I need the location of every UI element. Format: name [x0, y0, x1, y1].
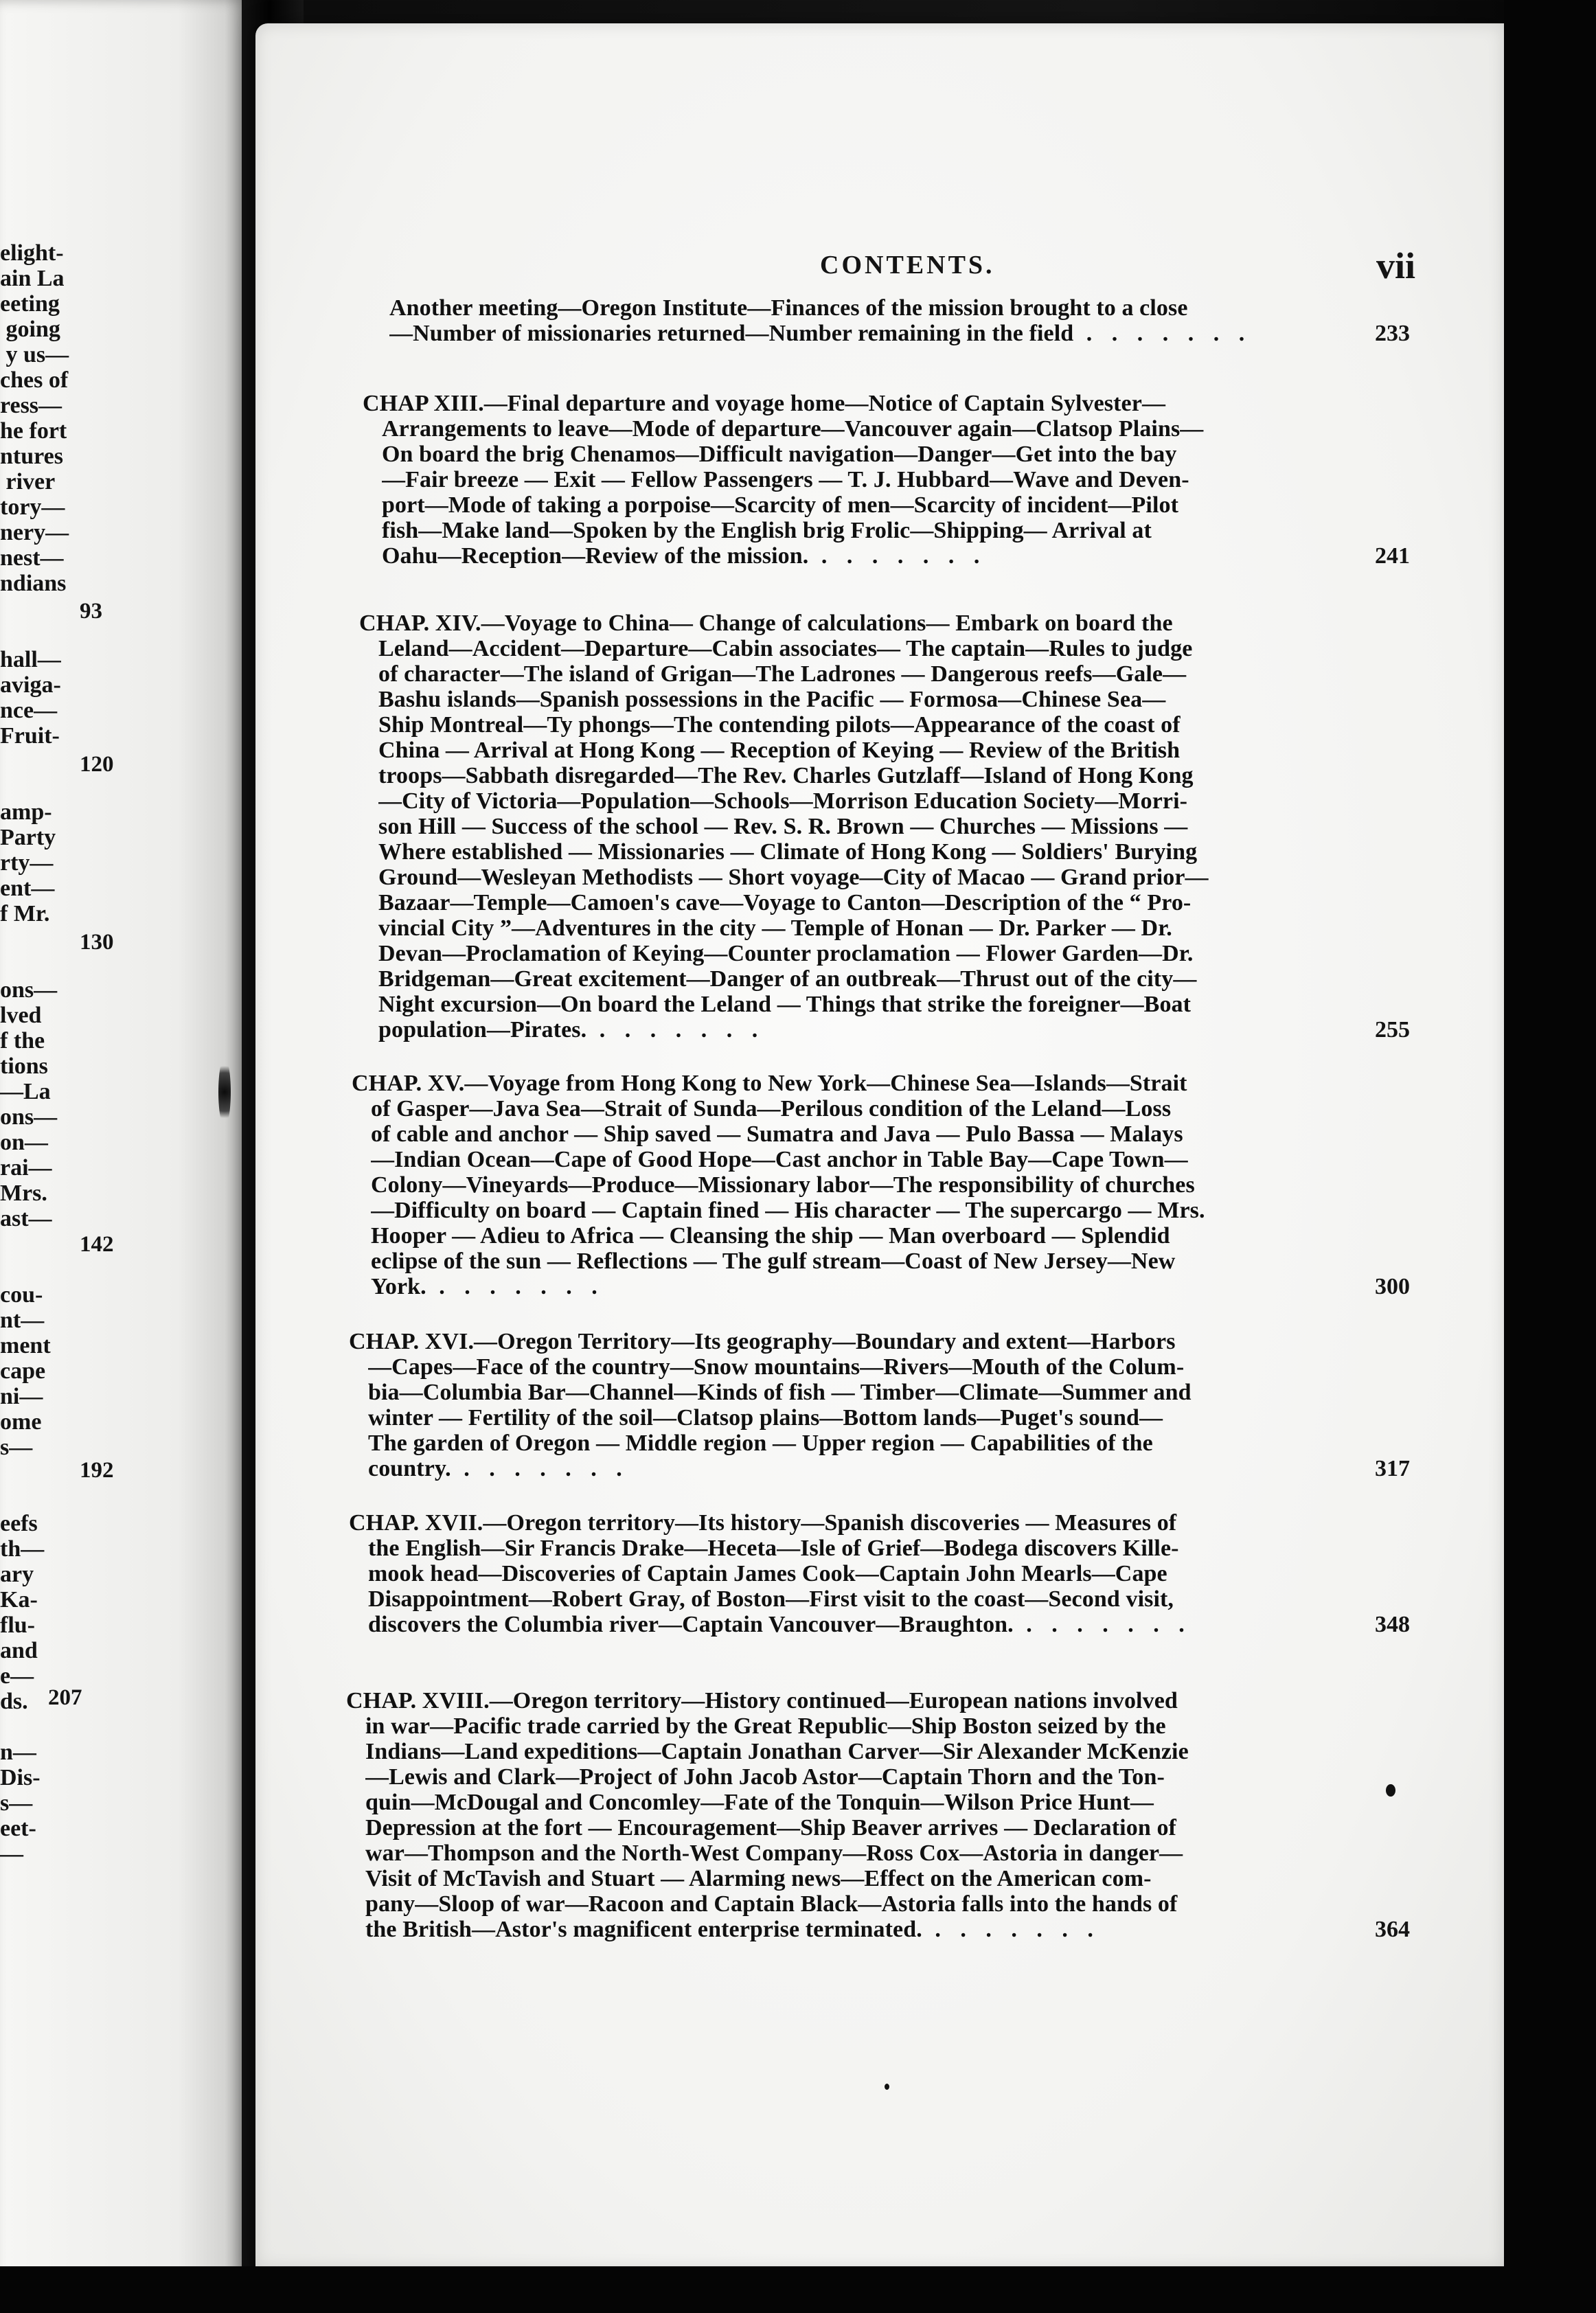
facing-page-line: ast— — [0, 1206, 52, 1231]
entry-description-line: Oahu—Reception—Review of the mission. . . . . . . . — [382, 543, 987, 569]
facing-page-line — [0, 1485, 117, 1511]
facing-page-line: ntures — [0, 444, 63, 469]
page-folio: vii — [1376, 245, 1416, 286]
contents-entry — [352, 1071, 1354, 1299]
dot-leader: . . . . . . . — [922, 1917, 1100, 1942]
contents-entry — [389, 295, 1392, 346]
entry-description-line: the British—Astor's magnificent enterprise terminated. . . . . . . . — [365, 1917, 1100, 1942]
facing-page-line: ment — [0, 1333, 51, 1358]
entry-description-line: in war—Pacific trade carried by the Great Republic—Ship Boston seized by the — [365, 1713, 1166, 1739]
facing-page-line: ndians — [0, 571, 67, 596]
entry-description-line: —Difficulty on board — Captain fined — His character — The supercargo — Mrs. — [371, 1198, 1205, 1223]
entry-description-line: Bazaar—Temple—Camoen's cave—Voyage to Canton—Description of the “ Pro- — [378, 890, 1192, 915]
facing-page-line: eefs — [0, 1511, 38, 1536]
entry-description-line: of cable and anchor — Ship saved — Sumatra and Java — Pulo Bassa — Malays — [371, 1121, 1183, 1147]
entry-heading-line: CHAP. XVI.—Oregon Territory—Its geography—Boundary and extent—Harbors — [349, 1329, 1176, 1354]
facing-page-line: lved — [0, 1003, 42, 1028]
entry-page-number: 364 — [1375, 1917, 1410, 1942]
entry-description-line: —Lewis and Clark—Project of John Jacob Astor—Captain Thorn and the Ton- — [365, 1764, 1165, 1790]
facing-page-line: th— — [0, 1536, 45, 1562]
running-head — [255, 245, 1504, 288]
facing-page-number: 192 — [80, 1458, 114, 1483]
facing-page-line: s— — [0, 1790, 33, 1816]
entry-description-line: troops—Sabbath disregarded—The Rev. Charles Gutzlaff—Island of Hong Kong — [378, 763, 1194, 788]
contents-entry — [349, 1329, 1352, 1481]
dot-leader: . . . . . . . — [426, 1274, 604, 1299]
entry-heading-line: CHAP. XVIII.—Oregon territory—History continued—European nations involved — [346, 1688, 1178, 1713]
entry-heading-line: CHAP. XV.—Voyage from Hong Kong to New York—Chinese Sea—Islands—Strait — [352, 1071, 1187, 1096]
facing-page-line: ons— — [0, 977, 58, 1003]
contents-entry — [363, 391, 1365, 569]
facing-page-line: y us— — [0, 342, 69, 367]
entry-page-number: 317 — [1375, 1456, 1410, 1481]
entry-description-line: —Indian Ocean—Cape of Good Hope—Cast anchor in Table Bay—Cape Town— — [371, 1147, 1188, 1172]
facing-page-line: ary — [0, 1562, 34, 1587]
facing-page-line: on— — [0, 1130, 48, 1155]
facing-page-line: ress— — [0, 393, 62, 418]
facing-page-line: rai— — [0, 1155, 52, 1181]
facing-page-line: —La — [0, 1079, 51, 1104]
facing-page-line: ches of — [0, 367, 69, 393]
entry-description-line: Devan—Proclamation of Keying—Counter proclamation — Flower Garden—Dr. — [378, 941, 1194, 966]
entry-description-line: Visit of McTavish and Stuart — Alarming news—Effect on the American com- — [365, 1866, 1152, 1891]
facing-page-line: — — [0, 1841, 23, 1867]
facing-page-line: amp- — [0, 799, 52, 825]
facing-page-line: going — [0, 317, 60, 342]
entry-description-line: discovers the Columbia river—Captain Vancouver—Braughton. . . . . . . . — [368, 1612, 1192, 1637]
entry-description-line: son Hill — Success of the school — Rev. S. R. Brown — Churches — Missions — — [378, 814, 1188, 839]
facing-page-number: 130 — [80, 930, 114, 955]
facing-page-line: he fort — [0, 418, 67, 444]
dot-leader: . . . . . . . — [586, 1017, 765, 1042]
facing-page-line: Party — [0, 825, 56, 850]
entry-description-line: war—Thompson and the North-West Company—Ross Cox—Astoria in danger— — [365, 1841, 1183, 1866]
facing-page-line: e— — [0, 1663, 34, 1689]
contents-entry — [359, 611, 1362, 1042]
facing-page-line: nt— — [0, 1308, 45, 1333]
entry-description-line: Depression at the fort — Encouragement—Ship Beaver arrives — Declaration of — [365, 1815, 1176, 1841]
facing-page-line — [0, 1257, 117, 1282]
facing-page-fragment — [0, 0, 247, 2313]
entry-description-line: quin—McDougal and Concomley—Fate of the Tonquin—Wilson Price Hunt— — [365, 1790, 1154, 1815]
entry-description-line: —Capes—Face of the country—Snow mountains—Rivers—Mouth of the Colum- — [368, 1354, 1185, 1380]
entry-heading-line: CHAP. XIV.—Voyage to China— Change of calculations— Embark on board the — [359, 611, 1173, 636]
facing-page-number: 142 — [80, 1232, 114, 1257]
facing-page-line: n— — [0, 1740, 36, 1765]
facing-page-line: river — [0, 469, 56, 494]
entry-description-line: Night excursion—On board the Leland — Things that strike the foreigner—Boat — [378, 992, 1192, 1017]
entry-description-line: York. . . . . . . . — [371, 1274, 604, 1299]
facing-page-text — [0, 240, 117, 1867]
facing-page-line: tory— — [0, 494, 65, 520]
facing-page-line — [0, 952, 117, 977]
entry-page-number: 300 — [1375, 1274, 1410, 1299]
facing-page-line: ome — [0, 1409, 42, 1435]
entry-description-line: of character—The island of Grigan—The Ladrones — Dangerous reefs—Gale— — [378, 661, 1187, 687]
facing-page-line: f the — [0, 1028, 45, 1053]
facing-page-line: Fruit- — [0, 723, 60, 749]
entry-description-line: Bashu islands—Spanish possessions in the Pacific — Formosa—Chinese Sea— — [378, 687, 1166, 712]
facing-page-line: eet- — [0, 1816, 36, 1841]
entry-description-line: Leland—Accident—Departure—Cabin associates— The captain—Rules to judge — [378, 636, 1193, 661]
entry-description-line: bia—Columbia Bar—Channel—Kinds of fish — Timber—Climate—Summer and — [368, 1380, 1192, 1405]
entry-description-line: country. . . . . . . . — [368, 1456, 629, 1481]
facing-page-number: 120 — [80, 752, 114, 777]
entry-description-line: the English—Sir Francis Drake—Heceta—Isle of Grief—Bodega discovers Kille- — [368, 1536, 1179, 1561]
contents-entry — [349, 1510, 1352, 1637]
entry-heading-line: CHAP XIII.—Final departure and voyage home—Notice of Captain Sylvester— — [363, 391, 1166, 416]
facing-page-line — [0, 1714, 117, 1740]
entry-description-line: Bridgeman—Great excitement—Danger of an outbreak—Thrust out of the city— — [378, 966, 1197, 992]
facing-page-line: nce— — [0, 698, 58, 723]
entry-description-line: —Number of missionaries returned—Number remaining in the field . . . . . . . — [389, 321, 1252, 346]
facing-page-line: elight- — [0, 240, 64, 266]
entry-description-line: mook head—Discoveries of Captain James Cook—Captain John Mearls—Cape — [368, 1561, 1167, 1586]
entry-page-number: 241 — [1375, 543, 1410, 569]
facing-page-line: tions — [0, 1053, 48, 1079]
facing-page-line: ni— — [0, 1384, 43, 1409]
entry-description-line: winter — Fertility of the soil—Clatsop plains—Bottom lands—Puget's sound— — [368, 1405, 1163, 1431]
ink-speck — [1386, 1784, 1395, 1797]
entry-description-line: pany—Sloop of war—Racoon and Captain Black—Astoria falls into the hands of — [365, 1891, 1178, 1917]
facing-page-line: ons— — [0, 1104, 58, 1130]
facing-page-line: f Mr. — [0, 901, 50, 926]
bottom-scan-shadow — [0, 2266, 1596, 2313]
contents-entry — [346, 1688, 1349, 1942]
entry-description-line: Where established — Missionaries — Climate of Hong Kong — Soldiers' Burying — [378, 839, 1198, 865]
facing-page-line: hall— — [0, 647, 61, 672]
entry-description-line: Ground—Wesleyan Methodists — Short voyage—City of Macao — Grand prior— — [378, 865, 1209, 890]
facing-page-line: nest— — [0, 545, 64, 571]
running-title: CONTENTS. — [820, 251, 995, 280]
dot-leader: . . . . . . . — [808, 543, 987, 569]
facing-page-line: nery— — [0, 520, 69, 545]
entry-description-line: eclipse of the sun — Reflections — The gulf stream—Coast of New Jersey—New — [371, 1249, 1176, 1274]
entry-description-line: On board the brig Chenamos—Difficult navigation—Danger—Get into the bay — [382, 442, 1177, 467]
dot-leader: . . . . . . . — [1013, 1612, 1192, 1637]
facing-page-line — [0, 622, 117, 647]
entry-description-line: Disappointment—Robert Gray, of Boston—First visit to the coast—Second visit, — [368, 1586, 1174, 1612]
binding-mark — [218, 1058, 231, 1126]
entry-page-number: 348 — [1375, 1612, 1410, 1637]
entry-heading-line: CHAP. XVII.—Oregon territory—Its history—Spanish discoveries — Measures of — [349, 1510, 1177, 1536]
entry-page-number: 233 — [1375, 321, 1410, 346]
entry-description-line: port—Mode of taking a porpoise—Scarcity of men—Scarcity of incident—Pilot — [382, 492, 1179, 518]
entry-description-line: Colony—Vineyards—Produce—Missionary labor—The responsibility of churches — [371, 1172, 1195, 1198]
entry-page-number: 255 — [1375, 1017, 1410, 1042]
facing-page-line — [0, 774, 117, 799]
entry-heading-line: Another meeting—Oregon Institute—Finances of the mission brought to a close — [389, 295, 1188, 321]
entry-description-line: vincial City ”—Adventures in the city — Temple of Honan — Dr. Parker — Dr. — [378, 915, 1172, 941]
facing-page-line: Dis- — [0, 1765, 41, 1790]
facing-page-line: s— — [0, 1435, 33, 1460]
facing-page-line: eeting — [0, 291, 60, 317]
facing-page-line: Ka- — [0, 1587, 38, 1613]
entry-description-line: —City of Victoria—Population—Schools—Morrison Education Society—Morri- — [378, 788, 1188, 814]
facing-page-number: 207 — [48, 1685, 82, 1710]
right-scan-shadow — [1504, 0, 1596, 2313]
dot-leader: . . . . . . . — [451, 1456, 629, 1481]
facing-page-line: ent— — [0, 876, 55, 901]
entry-description-line: population—Pirates. . . . . . . . — [378, 1017, 765, 1042]
entry-description-line: Indians—Land expeditions—Captain Jonathan Carver—Sir Alexander McKenzie — [365, 1739, 1189, 1764]
entry-description-line: The garden of Oregon — Middle region — Upper region — Capabilities of the — [368, 1431, 1153, 1456]
entry-description-line: —Fair breeze — Exit — Fellow Passengers — T. J. Hubbard—Wave and Deven- — [382, 467, 1189, 492]
entry-description-line: Arrangements to leave—Mode of departure—Vancouver again—Clatsop Plains— — [382, 416, 1204, 442]
facing-page-line: Mrs. — [0, 1181, 47, 1206]
entry-description-line: Ship Montreal—Ty phongs—The contending pilots—Appearance of the coast of — [378, 712, 1181, 738]
entry-description-line: China — Arrival at Hong Kong — Reception of Keying — Review of the British — [378, 738, 1181, 763]
facing-page-line: flu- — [0, 1613, 35, 1638]
facing-page-line: rty— — [0, 850, 54, 876]
facing-page-line: ain La — [0, 266, 65, 291]
entry-description-line: fish—Make land—Spoken by the English brig Frolic—Shipping— Arrival at — [382, 518, 1152, 543]
facing-page-line: and — [0, 1638, 38, 1663]
dot-leader: . . . . . . . — [1073, 321, 1252, 346]
ink-speck — [885, 2084, 889, 2090]
facing-page-line: cou- — [0, 1282, 43, 1308]
facing-page-line: ds. — [0, 1689, 28, 1714]
facing-page-number: 93 — [80, 599, 102, 624]
facing-page-line: cape — [0, 1358, 46, 1384]
entry-description-line: of Gasper—Java Sea—Strait of Sunda—Perilous condition of the Leland—Loss — [371, 1096, 1172, 1121]
contents-page — [255, 23, 1504, 2269]
entry-description-line: Hooper — Adieu to Africa — Cleansing the ship — Man overboard — Splendid — [371, 1223, 1170, 1249]
facing-page-line: aviga- — [0, 672, 61, 698]
